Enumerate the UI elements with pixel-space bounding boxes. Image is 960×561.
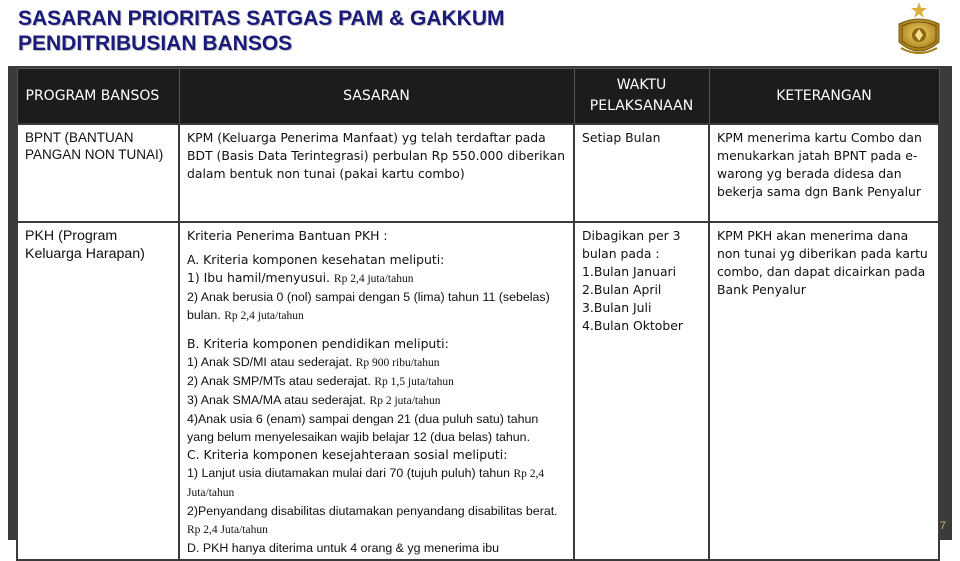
pkh-criteria-b2-amount: Rp 1,5 juta/tahun — [374, 376, 454, 388]
column-header-waktu: WAKTU PELAKSANAAN — [574, 69, 709, 125]
pkh-criteria-c1-text: 1) Lanjut usia diutamakan mulai dari 70 (tujuh puluh) tahun — [187, 466, 511, 480]
pkh-criteria-b3 — [187, 391, 567, 410]
table-row-bpnt — [17, 124, 939, 222]
cell-keterangan-pkh: KPM PKH akan menerima dana non tunai yg diberikan pada kartu combo, dan dapat dicairkan pada Bank Penyalur — [709, 222, 939, 560]
waktu-item-2: 2.Bulan April — [582, 282, 662, 297]
pkh-criteria-b1-amount: Rp 900 ribu/tahun — [355, 357, 440, 369]
pkh-criteria-b4: 4)Anak usia 6 (enam) sampai dengan 21 (dua puluh satu) tahun yang belum menyelesaikan wajib belajar 12 (dua belas) tahun. — [187, 412, 539, 444]
pkh-criteria-c2-text: 2)Penyandang disabilitas diutamakan penyandang disabilitas berat. — [187, 504, 558, 518]
column-header-sasaran: SASARAN — [179, 69, 574, 125]
pkh-criteria-b2 — [187, 372, 567, 391]
waktu-item-3: 3.Bulan Juli — [582, 300, 652, 315]
slide-title-line-1: SASARAN PRIORITAS SATGAS PAM & GAKKUM — [18, 7, 505, 30]
bansos-table — [16, 68, 940, 561]
slide-title — [18, 6, 505, 56]
pkh-criteria-b3-amount: Rp 2 juta/tahun — [369, 395, 441, 407]
slide-title-line-2: PENDITRIBUSIAN BANSOS — [18, 32, 293, 55]
pkh-criteria-a2-text: 2) Anak berusia 0 (nol) sampai dengan 5 (lima) tahun 11 (sebelas) bulan. — [187, 290, 550, 322]
cell-program-pkh: PKH (Program Keluarga Harapan) — [17, 222, 179, 560]
pkh-criteria-c-title: C. Kriteria komponen kesejahteraan sosial meliputi: — [187, 447, 508, 462]
table-header-row — [17, 69, 939, 125]
cell-keterangan-bpnt: KPM menerima kartu Combo dan menukarkan jatah BPNT pada e-warong yg berada didesa dan bekerja sama dgn Bank Penyalur — [709, 124, 939, 222]
page-number: 7 — [939, 520, 946, 532]
pkh-criteria-b1 — [187, 353, 567, 372]
pkh-criteria-a1 — [187, 269, 567, 288]
table-row-pkh — [17, 222, 939, 560]
pkh-criteria-d: D. PKH hanya diterima untuk 4 orang & yg menerima ibu — [187, 541, 499, 555]
pkh-criteria-c1 — [187, 464, 567, 502]
column-header-keterangan: KETERANGAN — [709, 69, 939, 125]
pkh-criteria-c2 — [187, 502, 567, 539]
pkh-criteria-a1-text: 1) Ibu hamil/menyusui. — [187, 270, 330, 285]
cell-waktu-bpnt: Setiap Bulan — [574, 124, 709, 222]
cell-sasaran-pkh — [179, 222, 574, 560]
pkh-criteria-b-title: B. Kriteria komponen pendidikan meliputi: — [187, 336, 449, 351]
pkh-criteria-a2 — [187, 288, 567, 325]
pkh-criteria-a2-amount: Rp 2,4 juta/tahun — [224, 310, 304, 322]
cell-program-bpnt: BPNT (BANTUAN PANGAN NON TUNAI) — [17, 124, 179, 222]
pkh-criteria-c2-amount: Rp 2,4 Juta/tahun — [187, 524, 268, 536]
pkh-criteria-a1-amount: Rp 2,4 juta/tahun — [333, 273, 414, 285]
police-crest-icon — [888, 0, 950, 64]
waktu-item-4: 4.Bulan Oktober — [582, 318, 683, 333]
cell-waktu-pkh — [574, 222, 709, 560]
pkh-criteria-c1-amount: Rp 2,4 Juta/tahun — [187, 468, 545, 499]
pkh-criteria-b1-text: 1) Anak SD/MI atau sederajat. — [187, 355, 353, 369]
pkh-criteria-heading: Kriteria Penerima Bantuan PKH : — [187, 228, 388, 243]
pkh-criteria-b3-text: 3) Anak SMA/MA atau sederajat. — [187, 393, 367, 407]
pkh-criteria-b2-text: 2) Anak SMP/MTs atau sederajat. — [187, 374, 371, 388]
waktu-item-1: 1.Bulan Januari — [582, 264, 677, 279]
pkh-criteria-a-title: A. Kriteria komponen kesehatan meliputi: — [187, 252, 445, 267]
cell-sasaran-bpnt: KPM (Keluarga Penerima Manfaat) yg telah terdaftar pada BDT (Basis Data Terintegrasi) perbulan Rp 550.000 diberikan dalam bentuk non tunai (pakai kartu combo) — [179, 124, 574, 222]
column-header-program: PROGRAM BANSOS — [17, 69, 179, 125]
waktu-intro: Dibagikan per 3 bulan pada : — [582, 228, 681, 261]
